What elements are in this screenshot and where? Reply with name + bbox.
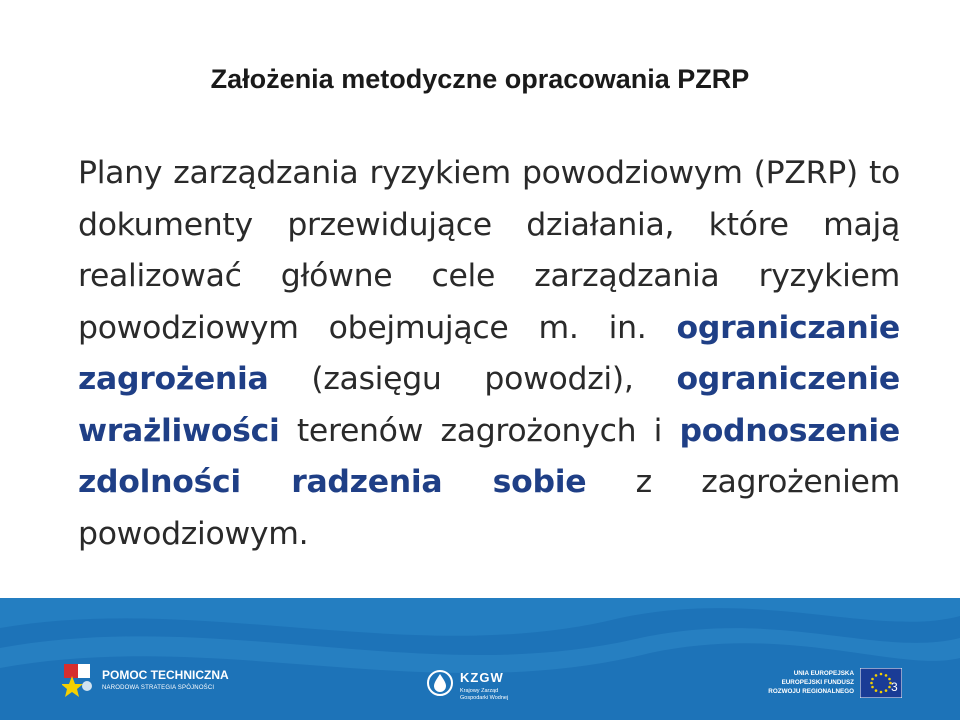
slide-body (78, 148, 900, 560)
highlight-hazard-reduction: ograniczanie zagrożenia (78, 309, 900, 397)
body-text-2: (zasięgu powodzi), (268, 361, 677, 397)
kzgw-name: KZGW (460, 670, 504, 685)
pomoc-techniczna-logo (62, 662, 262, 702)
eu-line-1: UNIA EUROPEJSKA (793, 670, 854, 677)
eu-line-3: ROZWOJU REGIONALNEGO (768, 688, 854, 695)
star-flag-icon (62, 662, 96, 698)
body-text-4: z zagrożeniem powodziowym. (78, 464, 900, 552)
highlight-vulnerability-reduction: ograniczenie wrażliwości (78, 361, 900, 449)
slide-title: Założenia metodyczne opracowania PZRP (210, 64, 750, 94)
body-text-3: terenów zagrożonych i (279, 412, 680, 449)
water-drop-icon (426, 668, 454, 696)
kzgw-logo (426, 668, 536, 702)
page-number: 3 (891, 680, 898, 694)
pomoc-name: POMOC TECHNICZNA (102, 668, 229, 682)
footer-band (0, 598, 960, 720)
kzgw-subtitle: Krajowy Zarząd Gospodarki Wodnej (460, 688, 509, 701)
body-text-1: Plany zarządzania ryzykiem powodziowym (PZRP) to dokumenty przewidujące działania, które mają realizować główne cele zarządzania ryzykiem powodziowym obejmujące m. in. (78, 155, 900, 346)
pomoc-subtitle: NARODOWA STRATEGIA SPÓJNOŚCI (102, 685, 215, 691)
eu-logo (768, 668, 902, 700)
eu-line-2: EUROPEJSKI FUNDUSZ (781, 679, 854, 686)
highlight-coping-capacity: podnoszenie zdolności radzenia sobie (78, 412, 900, 500)
